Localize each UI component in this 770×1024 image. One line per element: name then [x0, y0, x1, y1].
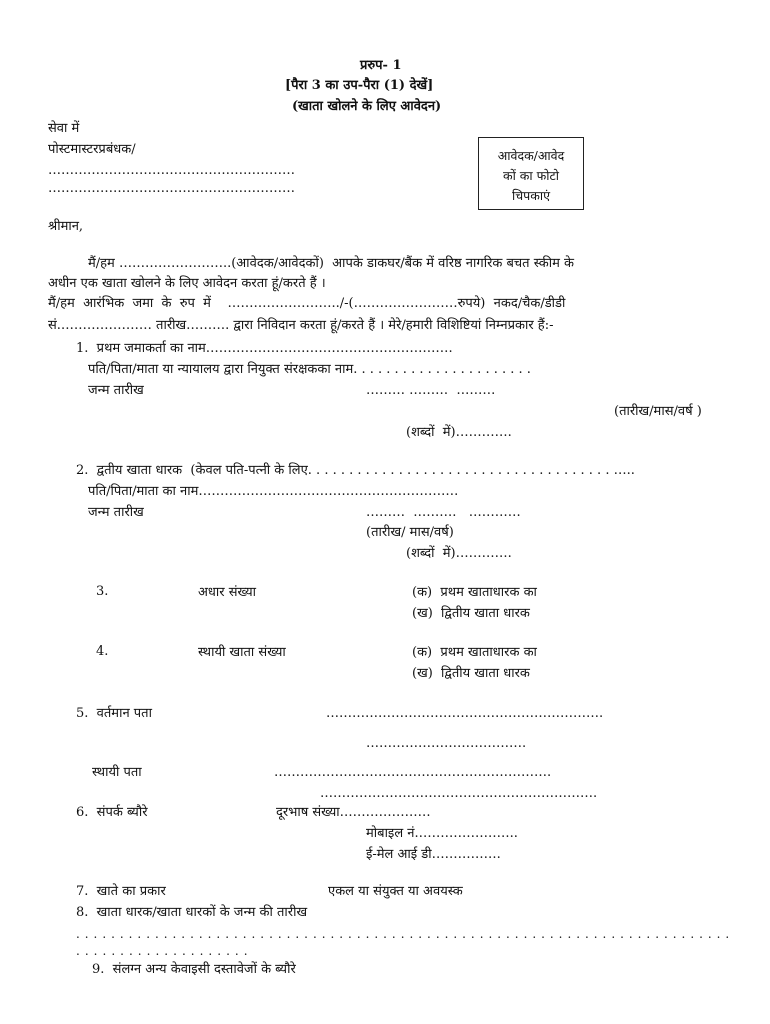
item-1-dob-dots: ……… ……… ……… [366, 383, 496, 398]
item-2-dob-label: जन्म तारीख [88, 505, 144, 520]
item-3-first-holder: (क) प्रथम खाताधारक का [412, 585, 537, 600]
item-3-aadhaar-label: अधार संख्या [198, 585, 257, 600]
intro-line-4: सं.………………… तारीख………. द्वारा निविदान करता हूं/करते हैं । मेरे/हमारी विशिष्टियां निम्नप्रकार हैं:- [48, 318, 554, 333]
form-title: (खाता खोलने के लिए आवेदन) [292, 99, 442, 114]
item-1-dob-words: (शब्दों में)…………. [406, 425, 512, 440]
photo-box-line-1: आवेदक/आवेद [497, 148, 565, 163]
address-dots-2: ………………………………………………… [48, 181, 295, 196]
item-2-dob-dots: ……… ………. ………… [366, 505, 521, 520]
item-8-dots-2: . . . . . . . . . . . . . . . . . . . . [76, 944, 249, 958]
item-3-number: 3. [96, 584, 109, 599]
item-6-contact-details: 6. संपर्क ब्यौरे [76, 805, 148, 820]
item-5-address-dots-2: ………………………………. [366, 736, 527, 751]
item-8-dots-1: . . . . . . . . . . . . . . . . . . . . . . . . . . . . . . . . . . . . . . . . . . . . . . . . . . . . . . . . . . . . . . . . . . . . . . . . . . . [76, 927, 730, 941]
item-5-current-address: 5. वर्तमान पता [76, 706, 152, 721]
intro-line-1: मैं/हम ……………………..(आवेदक/आवेदकों) आपके डाकघर/बैंक में वरिष्ठ नागरिक बचत स्कीम के [88, 256, 575, 271]
item-5-permanent-dots-2: ………………………………………………………. [320, 786, 598, 801]
item-3-second-holder: (ख) द्वितीय खाता धारक [412, 606, 530, 621]
intro-line-3: मैं/हम आरंभिक जमा के रुप में ……………………../-(……………………रुपये) नकद/चैक/डीडी [48, 296, 566, 311]
item-1-dob-label: जन्म तारीख [88, 383, 144, 398]
address-dots-1: ………………………………………………… [48, 163, 295, 178]
item-2-second-holder: 2. द्वतीय खाता धारक (केवल पति-पत्नी के लिए. . . . . . . . . . . . . . . . . . . . . . . . . . . . . . . . . . . . . ….. [76, 463, 635, 478]
item-2-dob-words: (शब्दों में)…………. [406, 546, 512, 561]
item-5-permanent-address: स्थायी पता [92, 765, 142, 780]
item-4-pan-label: स्थायी खाता संख्या [198, 645, 286, 660]
item-5-address-dots-1: ………………………………………………………. [326, 706, 604, 721]
item-1-dob-format: (तारीख/मास/वर्ष ) [614, 404, 702, 419]
photo-box-line-3: चिपकाएं [511, 188, 551, 203]
address-to: सेवा में [48, 121, 80, 136]
item-7-account-type: 7. खाते का प्रकार [76, 884, 166, 899]
item-8-holders-dob: 8. खाता धारक/खाता धारकों के जन्म की तारीख [76, 905, 308, 920]
item-4-first-holder: (क) प्रथम खाताधारक का [412, 645, 537, 660]
item-7-account-type-value: एकल या संयुक्त या अवयस्क [328, 884, 463, 899]
item-2-dob-format: (तारीख/ मास/वर्ष) [366, 525, 454, 540]
item-5-permanent-dots-1: ………………………………………………………. [274, 765, 552, 780]
item-1-first-depositor: 1. प्रथम जमाकर्ता का नाम………………………………………………… [76, 341, 453, 356]
intro-line-2: अधीन एक खाता खोलने के लिए आवेदन करता हूं/करते हैं । [48, 276, 326, 291]
paragraph-reference: [पैरा 3 का उप-पैरा (1) देखें] [285, 78, 434, 93]
item-2-guardian: पति/पिता/माता का नाम…………………………………………………… [88, 484, 459, 499]
photo-box-line-2: कों का फोटो [502, 168, 560, 183]
photo-box [478, 137, 584, 210]
item-6-mobile: मोबाइल नं.………………….. [366, 826, 518, 841]
salutation: श्रीमान, [48, 219, 84, 234]
form-number: प्ररुप- 1 [360, 58, 402, 73]
item-4-second-holder: (ख) द्वितीय खाता धारक [412, 666, 530, 681]
item-6-email: ई-मेल आई डी……………. [366, 847, 501, 862]
item-9-kyc-documents: 9. संलग्न अन्य केवाइसी दस्तावेजों के ब्यौरे [92, 962, 296, 977]
item-6-phone: दूरभाष संख्या………………… [276, 805, 431, 820]
item-4-number: 4. [96, 644, 109, 659]
address-official: पोस्टमास्टरप्रबंधक/ [48, 142, 136, 157]
item-1-guardian: पति/पिता/माता या न्यायालय द्वारा नियुक्त संरक्षकका नाम. . . . . . . . . . . . . . . . . . . . . . [88, 362, 531, 377]
